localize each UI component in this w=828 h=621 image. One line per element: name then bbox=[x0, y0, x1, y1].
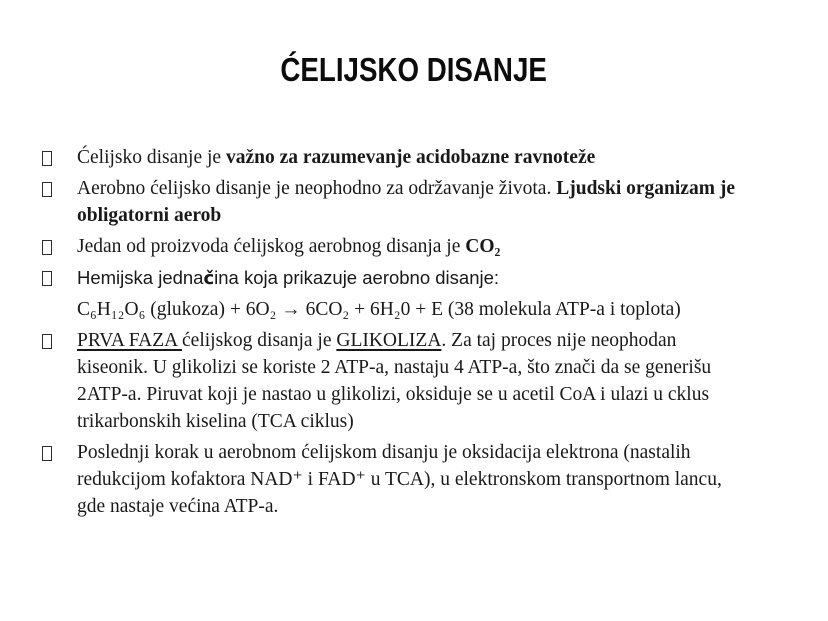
text-segment: Jedan od proizvoda ćelijskog aerobnog disanja je bbox=[77, 236, 466, 257]
missing-glyph-box-icon bbox=[42, 182, 52, 197]
text-segment-fallback-glyph: č bbox=[203, 268, 215, 289]
text-line bbox=[77, 493, 722, 520]
text-segment-bold: obligatorni aerob bbox=[77, 205, 222, 226]
bullet-item bbox=[42, 327, 828, 435]
bullet-item bbox=[42, 264, 828, 292]
text-line bbox=[77, 354, 711, 381]
text-line bbox=[77, 381, 711, 408]
missing-glyph-box-icon bbox=[42, 151, 52, 166]
bullet-text bbox=[77, 439, 722, 520]
missing-glyph-box-icon bbox=[42, 271, 52, 286]
text-segment: Hemijska jedna bbox=[77, 267, 204, 288]
text-segment: redukcijom kofaktora NAD⁺ i FAD⁺ u TCA), u elektronskom transportnom lancu, bbox=[77, 469, 722, 490]
text-segment: trikarbonskih kiselina (TCA ciklus) bbox=[77, 411, 354, 432]
slide-title bbox=[0, 0, 828, 90]
missing-glyph-box-icon bbox=[42, 240, 52, 255]
bullet-text bbox=[77, 175, 735, 229]
text-segment-bold: CO₂ bbox=[465, 236, 501, 257]
text-line bbox=[77, 264, 499, 292]
bullet-text bbox=[77, 327, 711, 435]
text-segment-underline: GLIKOLIZA bbox=[336, 330, 442, 351]
text-segment: ina koja prikazuje aerobno disanje: bbox=[214, 267, 500, 288]
text-line bbox=[77, 144, 595, 171]
text-line bbox=[77, 202, 735, 229]
text-line bbox=[77, 175, 735, 202]
text-segment: Aerobno ćelijsko disanje je neophodno za održavanje života. bbox=[77, 178, 557, 199]
formula-row bbox=[42, 296, 828, 323]
text-segment: kiseonik. U glikolizi se koriste 2 ATP-a, nastaju 4 ATP-a, što znači da se generišu bbox=[77, 357, 712, 378]
formula-line bbox=[77, 296, 681, 323]
bullet-item bbox=[42, 233, 828, 260]
bullet-text bbox=[77, 144, 595, 171]
text-line bbox=[77, 327, 711, 354]
missing-glyph-box-icon bbox=[42, 334, 52, 349]
text-segment: ćelijskog disanja je bbox=[182, 330, 337, 351]
text-segment: . Za taj proces nije neophodan bbox=[441, 330, 677, 351]
text-segment: gde nastaje većina ATP-a. bbox=[77, 496, 279, 517]
text-segment: Poslednji korak u aerobnom ćelijskom disanju je oksidacija elektrona (nastalih bbox=[77, 442, 691, 463]
bullet-text bbox=[77, 264, 499, 292]
formula-text bbox=[77, 296, 681, 323]
text-line bbox=[77, 466, 722, 493]
text-segment-bold: važno za razumevanje acidobazne ravnoteže bbox=[225, 147, 596, 168]
text-segment: C₆H₁₂O₆ (glukoza) + 6O₂ → 6CO₂ + 6H₂0 + E (38 molekula ATP-a i toplota) bbox=[77, 299, 681, 320]
text-segment-underline: PRVA FAZA bbox=[77, 330, 183, 351]
text-line bbox=[77, 408, 711, 435]
bullet-item bbox=[42, 175, 828, 229]
slide-title-text: ĆELIJSKO DISANJE bbox=[280, 51, 548, 88]
missing-glyph-box-icon bbox=[42, 446, 52, 461]
text-line bbox=[77, 233, 500, 260]
slide-body bbox=[0, 144, 828, 520]
text-segment: 2ATP-a. Piruvat koji je nastao u glikolizi, oksiduje se u acetil CoA i ulazi u cklus bbox=[77, 384, 710, 405]
text-line bbox=[77, 439, 722, 466]
bullet-text bbox=[77, 233, 500, 260]
text-segment-bold: Ljudski organizam je bbox=[556, 178, 735, 199]
bullet-item bbox=[42, 439, 828, 520]
text-segment: Ćelijsko disanje je bbox=[77, 147, 226, 168]
bullet-item bbox=[42, 144, 828, 171]
